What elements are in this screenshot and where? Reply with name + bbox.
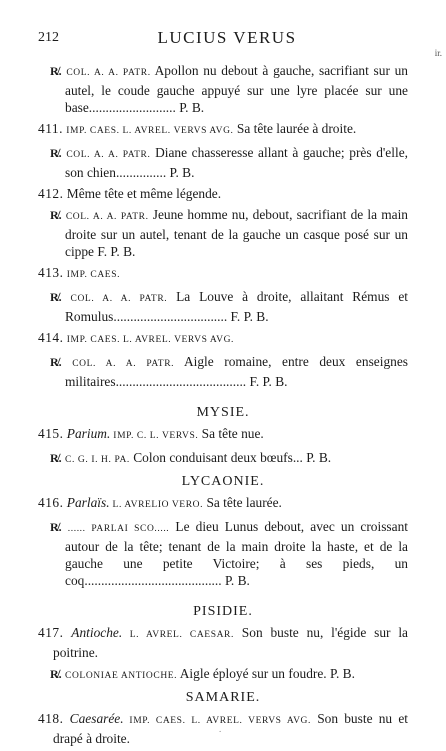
reverse-entry: [50, 665, 408, 685]
reverse-entry: [50, 62, 408, 116]
reverse-entry: [50, 206, 408, 260]
obverse-entry: [38, 329, 408, 349]
legend-smallcaps: COL. A. A. PATR.: [70, 294, 168, 304]
collection-source: P. B.: [175, 100, 205, 115]
leader-dots: ..................................: [113, 309, 228, 324]
entry-description: La Louve à droite, allaitant Rémus et Romulus: [65, 289, 408, 324]
legend-smallcaps: COL. A. A. PATR.: [72, 359, 175, 369]
entry-description: Sa tête laurée.: [203, 495, 282, 510]
obverse-entry: [38, 120, 408, 140]
section-heading: LYCAONIE.: [181, 474, 265, 489]
collection-source: P. B.: [166, 165, 195, 180]
city-name: Caesarée.: [69, 711, 124, 726]
entry-description: Sa tête laurée à droite.: [233, 121, 357, 136]
entry-number: 411.: [38, 121, 63, 136]
entry-number: 413.: [38, 265, 64, 280]
reverse-symbol: R̸.: [50, 208, 62, 222]
section-heading: PISIDIE.: [193, 604, 253, 619]
collection-source: F. P. B.: [227, 309, 269, 324]
legend-smallcaps: COL. A. A. PATR.: [66, 150, 151, 160]
legend-smallcaps: L. AVRELIO VERO.: [109, 500, 204, 510]
page-number: 212: [38, 30, 59, 45]
legend-smallcaps: C. G. I. H. PA.: [65, 455, 130, 465]
entry-description: Colon conduisant deux bœufs: [129, 450, 293, 465]
entry-description: Diane chasseresse allant à gauche; près d'elle, son chien: [65, 145, 408, 180]
reverse-entry: [50, 288, 408, 325]
legend-smallcaps: ...... PARLAI SCO.....: [67, 524, 170, 534]
leader-dots: ..........................: [88, 100, 176, 115]
obverse-entry: [38, 494, 408, 514]
obverse-entry: [38, 425, 408, 445]
catalogue-entries: [38, 62, 408, 751]
legend-smallcaps: IMP. CAES. L. AVREL. VERVS AVG.: [66, 126, 234, 136]
legend-smallcaps: COL. A. A. PATR.: [66, 68, 151, 78]
reverse-symbol: R̸.: [50, 64, 62, 78]
entry-number: 416.: [38, 495, 64, 510]
entry-description: Le dieu Lunus debout, avec un croissant autour de la tête; tenant de la main droite la haste, et de la gauche une petite Victoire; à ses pieds, un coq: [65, 519, 408, 588]
city-name: Parium.: [66, 426, 111, 441]
obverse-entry: [38, 185, 408, 202]
collection-source: P. B.: [302, 450, 332, 465]
reverse-symbol: R̸.: [50, 290, 62, 304]
entry-description: Sa tête nue.: [198, 426, 264, 441]
city-name: Parlaïs.: [66, 495, 110, 510]
legend-smallcaps: COL. A. A. PATR.: [65, 212, 149, 222]
section-heading: MYSIE.: [196, 405, 250, 420]
reverse-entry: [50, 353, 408, 390]
obverse-entry: [38, 710, 408, 747]
entry-number: 418.: [38, 711, 64, 726]
entry-number: 415.: [38, 426, 64, 441]
running-title: LUCIUS VERUS: [157, 28, 297, 47]
reverse-symbol: R̸.: [50, 520, 62, 534]
reverse-entry: [50, 144, 408, 181]
collection-source: P. B.: [221, 573, 250, 588]
entry-description: Apollon nu debout à gauche, sacrifiant sur un autel, le coude gauche appuyé sur une lyre placée sur une base: [65, 63, 408, 115]
page-header: [38, 30, 416, 52]
edge-text: ir.: [434, 48, 442, 58]
leader-dots: .......................................: [115, 374, 247, 389]
legend-smallcaps: IMP. CAES.: [66, 270, 121, 280]
obverse-entry: [38, 264, 408, 284]
section-heading: SAMARIE.: [185, 690, 261, 705]
reverse-entry: [50, 449, 408, 469]
legend-smallcaps: L. AVREL. CAESAR.: [122, 630, 234, 640]
leader-dots: ...: [292, 450, 303, 465]
leader-dots: ...............: [115, 165, 167, 180]
legend-smallcaps: COLONIAE ANTIOCHE.: [65, 671, 178, 681]
reverse-symbol: R̸.: [50, 667, 62, 681]
collection-source: P. B.: [326, 666, 355, 681]
leader-dots: .........................................: [84, 573, 222, 588]
collection-source: F. P. B.: [246, 374, 288, 389]
legend-smallcaps: IMP. CAES. L. AVREL. VERVS AVG.: [123, 716, 311, 726]
entry-description: Son buste nu, l'égide sur la poitrine.: [53, 625, 409, 660]
footer-mark: .: [219, 724, 222, 734]
obverse-entry: [38, 624, 408, 661]
entry-description: Aigle romaine, entre deux enseignes militaires: [65, 354, 408, 389]
entry-description: Jeune homme nu, debout, sacrifiant de la main droite sur un autel, tenant de la gauche un casque posé sur un cippe: [65, 207, 408, 259]
city-name: Antioche.: [71, 625, 123, 640]
entry-description: Même tête et même légende.: [66, 186, 222, 201]
reverse-symbol: R̸.: [50, 146, 62, 160]
entry-description: Aigle éployé sur un foudre.: [177, 666, 327, 681]
legend-smallcaps: IMP. CAES. L. AVREL. VERVS AVG.: [66, 335, 235, 345]
reverse-symbol: R̸.: [50, 451, 62, 465]
collection-source: F. P. B.: [94, 244, 136, 259]
reverse-symbol: R̸.: [50, 355, 62, 369]
entry-number: 412.: [38, 186, 64, 201]
entry-number: 417.: [38, 625, 64, 640]
entry-number: 414.: [38, 330, 64, 345]
reverse-entry: [50, 518, 408, 589]
entry-description: Son buste nu et drapé à droite.: [53, 711, 408, 746]
legend-smallcaps: IMP. C. L. VERVS.: [110, 431, 199, 441]
